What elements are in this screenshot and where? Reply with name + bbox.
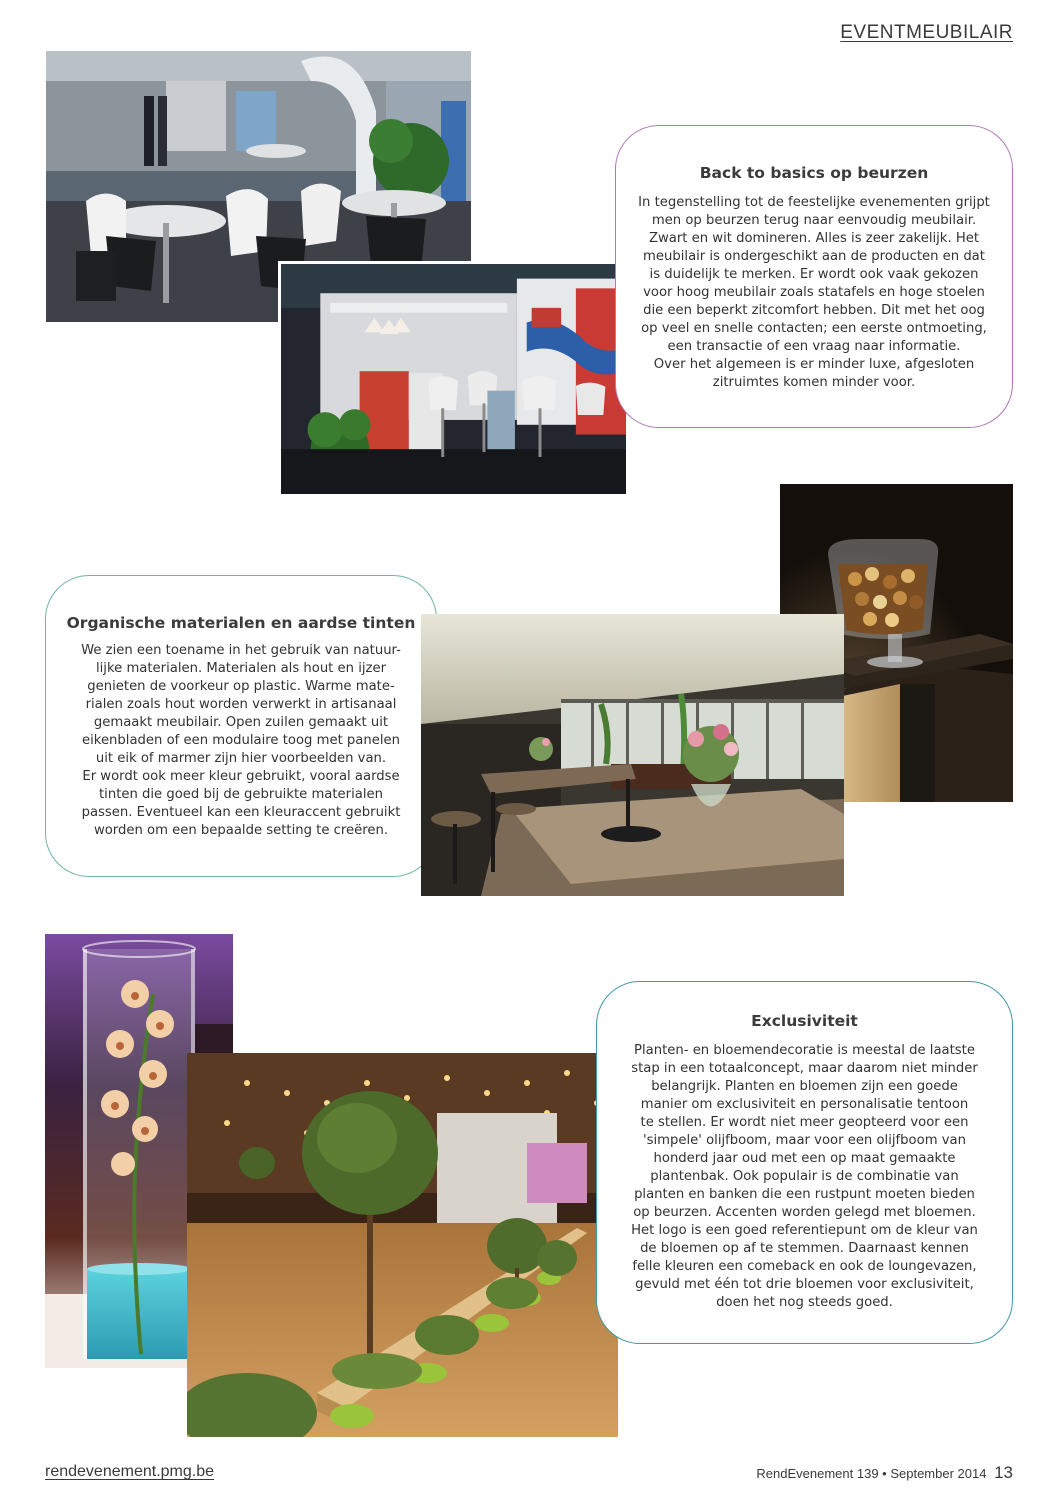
- organic-materials-text: We zien een toename in het gebruik van natuur- lijke materialen. Materialen als hout en ijzer genieten de voorkeur op plastic. Warme mate- rialen zoals hout worden verwerkt in artisanaal gemaakt meubilair. Open zuilen gemaakt uit eikenbladen of een modulaire toog met panelen uit eik of marmer zijn hier voorbeelden van. Er wordt ook meer kleur gebruikt, vooral aardse tinten die goed bij de gebruikte materialen passen. Eventueel kan een kleuraccent gebruikt worden om een bepaalde setting te creëren.: [81, 643, 401, 838]
- back-to-basics-text: In tegenstelling tot de feestelijke evenementen grijpt men op beurzen terug naar eenvoudig meubilair. Zwart en wit domineren. Alles is zeer zakelijk. Het meubilair is ondergeschikt aan de producten en dat is duidelijk te merken. Er wordt ook vaak gekozen voor hoog meubilair zoals statafels en hoge stoelen die een beperkt zitcomfort hebben. Dit met het oog op veel en snelle contacten; een eerste ontmoeting, een transactie of een vraag naar informatie. Over het algemeen is er minder luxe, afgesloten zitruimtes komen minder voor.: [638, 195, 990, 390]
- section-label: EVENTMEUBILAIR: [840, 22, 1013, 43]
- exclusiviteit-title: Exclusiviteit: [751, 1012, 858, 1030]
- back-to-basics-box: [615, 125, 1013, 428]
- exclusiviteit-box: [596, 981, 1013, 1344]
- organic-materials-title: Organische materialen en aardse tinten: [66, 614, 416, 632]
- back-to-basics-title: Back to basics op beurzen: [699, 164, 929, 182]
- issue-info: [756, 1463, 1013, 1483]
- issue-label: RendEvenement 139 • September 2014: [756, 1466, 987, 1481]
- restaurant-tent-photo: [421, 614, 844, 896]
- website-link[interactable]: rendevenement.pmg.be: [45, 1463, 214, 1480]
- page-number: 13: [994, 1463, 1013, 1482]
- topiary-bench-photo: [187, 1053, 618, 1437]
- tradefair-booth-photo: [278, 261, 629, 497]
- exclusiviteit-text: Planten- en bloemendecoratie is meestal de laatste stap in een totaalconcept, maar daarom niet minder belangrijk. Planten en bloemen zijn een goede manier om exclusiviteit en personalisatie tentoon te stellen. Er wordt niet meer geopteerd voor een 'simpele' olijfboom, maar voor een olijfboom van honderd jaar oud met een op maat gemaakte plantenbak. Ook populair is de combinatie van planten en banken die een rustpunt moeten bieden op beurzen. Accenten worden gelegd met bloemen. Het logo is een goed referentiepunt om de kleur van de bloemen op af te stemmen. Daarnaast kennen felle kleuren een comeback en ook de loungevazen, gevuld met één tot drie bloemen voor exclusiviteit, doen het nog steeds goed.: [631, 1043, 978, 1310]
- organic-materials-box: [45, 575, 437, 877]
